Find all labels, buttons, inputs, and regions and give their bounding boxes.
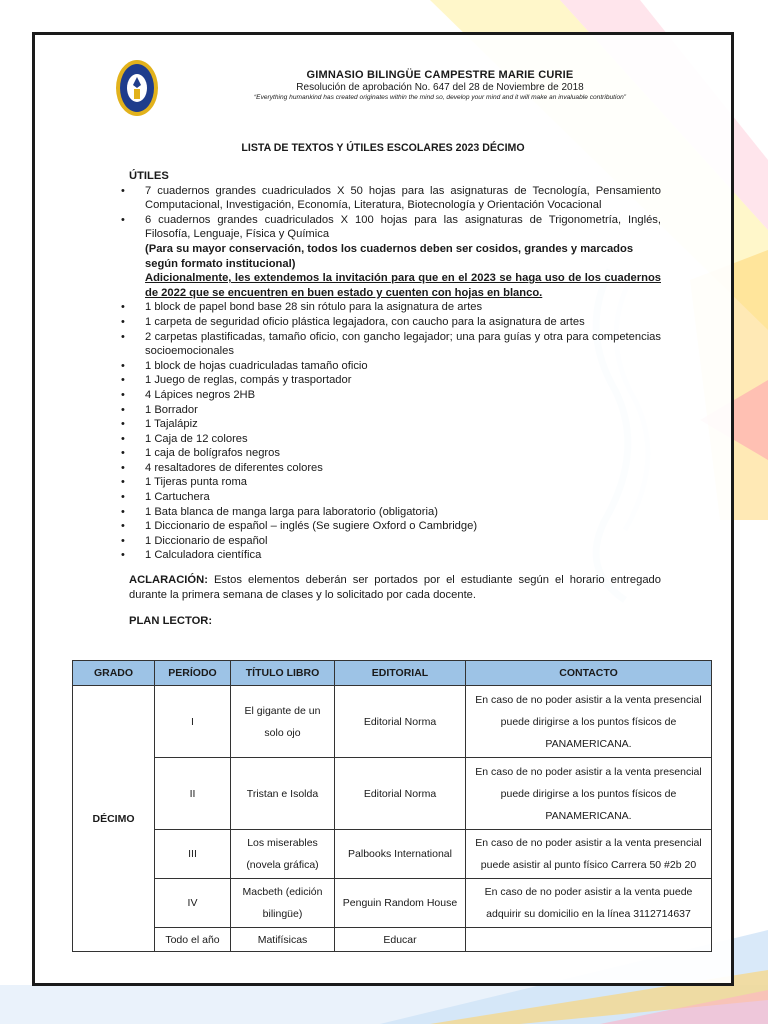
list-item: • 1 Borrador [129, 403, 661, 418]
aclaracion-label: ACLARACIÓN: [129, 574, 208, 587]
header-titulo: TÍTULO LIBRO [231, 661, 335, 686]
list-item: • 1 Caja de 12 colores [129, 432, 661, 447]
titulo-cell: Los miserables (novela gráfica) [231, 830, 335, 879]
document-header [185, 69, 695, 101]
header-periodo: PERÍODO [155, 661, 231, 686]
list-item: • 4 Lápices negros 2HB [129, 388, 661, 403]
resolution-line: Resolución de aprobación No. 647 del 28 de Noviembre de 2018 [296, 82, 584, 93]
list-item: • 1 Tijeras punta roma [129, 475, 661, 490]
header-contacto: CONTACTO [466, 661, 712, 686]
document-body [129, 169, 661, 629]
utiles-list-bottom [129, 300, 661, 563]
titulo-cell: Macbeth (edición bilingüe) [231, 879, 335, 928]
table-row [73, 758, 712, 830]
table-header-row [73, 661, 712, 686]
periodo-cell: II [155, 758, 231, 830]
conservation-note: (Para su mayor conservación, todos los cuadernos deben ser cosidos, grandes y marcados según formato institucional) [145, 242, 634, 270]
document-title: LISTA DE TEXTOS Y ÚTILES ESCOLARES 2023 DÉCIMO [241, 142, 525, 154]
periodo-cell: Todo el año [155, 928, 231, 952]
editorial-cell: Palbooks International [335, 830, 466, 879]
list-item: • 1 Tajalápiz [129, 417, 661, 432]
list-item: • 1 Diccionario de español [129, 534, 661, 549]
reuse-invitation-note: Adicionalmente, les extendemos la invitación para que en el 2023 se haga uso de los cuadernos de 2022 que se encuentren en buen estado y cuenten con hojas en blanco. [145, 272, 661, 299]
list-item: • 4 resaltadores de diferentes colores [129, 461, 661, 476]
school-seal-logo [115, 59, 159, 117]
contacto-cell [466, 928, 712, 952]
table-row [73, 830, 712, 879]
contacto-cell: En caso de no poder asistir a la venta presencial puede dirigirse a los puntos físicos de PANAMERICANA. [466, 686, 712, 758]
aclaracion-text: Estos elementos deberán ser portados por el estudiante según el horario entregado durante la primera semana de clases y lo solicitado por cada docente. [129, 574, 661, 601]
contacto-cell: En caso de no poder asistir a la venta presencial puede dirigirse a los puntos físicos de PANAMERICANA. [466, 758, 712, 830]
header-grado: GRADO [73, 661, 155, 686]
periodo-cell: III [155, 830, 231, 879]
editorial-cell: Educar [335, 928, 466, 952]
titulo-cell: Tristan e Isolda [231, 758, 335, 830]
editorial-cell: Editorial Norma [335, 686, 466, 758]
list-item: • 1 Calculadora científica [129, 548, 661, 563]
table-row [73, 879, 712, 928]
list-item: • 2 carpetas plastificadas, tamaño oficio, con gancho legajador; una para guías y otra para competencias socioemocionales [129, 330, 661, 359]
list-item: • 1 Bata blanca de manga larga para laboratorio (obligatoria) [129, 505, 661, 520]
table-row [73, 928, 712, 952]
plan-lector-table [72, 660, 712, 952]
list-item: • 1 carpeta de seguridad oficio plástica legajadora, con caucho para la asignatura de artes [129, 315, 661, 330]
list-item: • 7 cuadernos grandes cuadriculados X 50 hojas para las asignaturas de Tecnología, Pensamiento Computacional, Investigación, Economía, Literatura, Biotecnología y Orientación Vocacional [129, 184, 661, 213]
list-item: • 6 cuadernos grandes cuadriculados X 100 hojas para las asignaturas de Trigonometría, Inglés, Filosofía, Lenguaje, Física y Química [129, 213, 661, 242]
editorial-cell: Penguin Random House [335, 879, 466, 928]
grade-cell: DÉCIMO [73, 686, 155, 952]
editorial-cell: Editorial Norma [335, 758, 466, 830]
list-item: • 1 block de papel bond base 28 sin rótulo para la asignatura de artes [129, 300, 661, 315]
list-item: • 1 Diccionario de español – inglés (Se sugiere Oxford o Cambridge) [129, 519, 661, 534]
periodo-cell: IV [155, 879, 231, 928]
contacto-cell: En caso de no poder asistir a la venta puede adquirir su domicilio en la línea 3112714637 [466, 879, 712, 928]
utiles-list-top [129, 184, 661, 242]
list-item: • 1 block de hojas cuadriculadas tamaño oficio [129, 359, 661, 374]
titulo-cell: Matifísicas [231, 928, 335, 952]
list-item: • 1 Juego de reglas, compás y trasportador [129, 373, 661, 388]
contacto-cell: En caso de no poder asistir a la venta presencial puede asistir al punto físico Carrera 50 #2b 20 [466, 830, 712, 879]
header-editorial: EDITORIAL [335, 661, 466, 686]
periodo-cell: I [155, 686, 231, 758]
titulo-cell: El gigante de un solo ojo [231, 686, 335, 758]
school-name: GIMNASIO BILINGÜE CAMPESTRE MARIE CURIE [306, 69, 574, 81]
table-row [73, 686, 712, 758]
list-item: • 1 caja de bolígrafos negros [129, 446, 661, 461]
list-item: • 1 Cartuchera [129, 490, 661, 505]
utiles-heading: ÚTILES [129, 170, 169, 182]
plan-lector-heading: PLAN LECTOR: [129, 615, 213, 628]
school-motto: “Everything humankind has created originates within the mind so, develop your mind and it will make an invaluable contribution” [253, 94, 626, 101]
aclaracion-paragraph [129, 573, 661, 602]
